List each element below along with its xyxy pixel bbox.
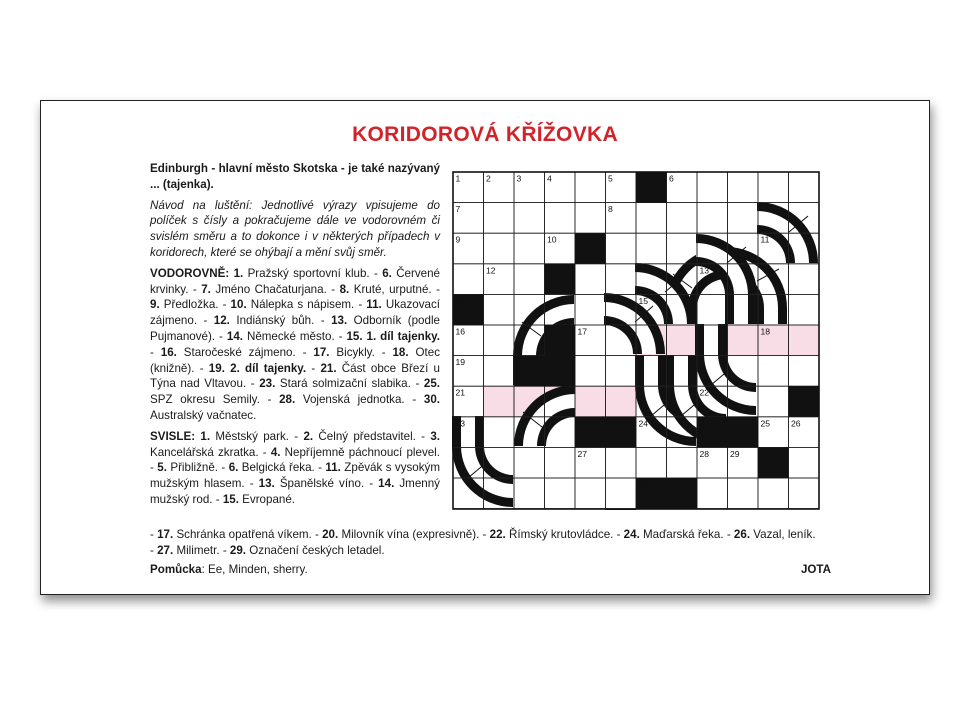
grid-cell[interactable]	[514, 203, 545, 234]
clue-number: 7.	[201, 282, 211, 296]
grid-cell[interactable]	[697, 203, 728, 234]
clue-text: Označení českých letadel.	[246, 543, 385, 557]
secret-cell	[789, 325, 820, 356]
black-cell	[575, 233, 606, 264]
clue-text: Jméno Chačaturjana.	[210, 282, 327, 296]
grid-cell[interactable]	[514, 264, 545, 295]
grid-cell[interactable]	[636, 447, 667, 478]
cell-number: 10	[547, 234, 557, 245]
cell-number: 20	[516, 357, 527, 368]
clue-number: 24.	[623, 528, 640, 541]
secret-cell	[484, 386, 515, 417]
clue-text: Staročeské zájmeno.	[176, 345, 296, 359]
cell-number: 11	[760, 234, 770, 245]
cell-number: 18	[760, 326, 771, 337]
clue-text: Evropané.	[238, 492, 296, 506]
grid-cell[interactable]	[484, 417, 515, 448]
cell-number: 9	[455, 234, 461, 245]
black-cell	[728, 417, 759, 448]
grid-cell[interactable]	[697, 478, 728, 509]
clue-text: Čelný představitel.	[313, 429, 416, 443]
black-cell	[758, 447, 789, 478]
clue-text: Německé město.	[243, 329, 335, 343]
crossword-grid[interactable]	[452, 171, 820, 510]
down-list-wide: - 17. Schránka opatřená víkem. - 20. Milovník vína (expresivně). - 22. Římský krutovládce. - 24. Maďarská řeka. - 26. Vazal, leník. - 27. Milimetr. - 29. Označení českých letadel.	[150, 528, 816, 557]
clue-number: 14.	[378, 477, 395, 491]
clue-text: Přibližně.	[166, 461, 219, 475]
clue-number: 20.	[322, 528, 339, 541]
clue-number: 11.	[325, 461, 341, 475]
grid-cell[interactable]	[575, 203, 606, 234]
black-cell	[606, 417, 637, 448]
author: JOTA	[800, 563, 831, 576]
clue-number: 11.	[366, 298, 382, 312]
clue-number: 19.	[208, 361, 225, 375]
grid-cell[interactable]	[484, 203, 515, 234]
clue-number: 8.	[339, 282, 350, 296]
cell-number: 2	[486, 173, 491, 184]
crossword-card	[40, 100, 930, 595]
cell-number: 19	[455, 357, 466, 368]
clue-number: 9.	[150, 298, 160, 312]
clue-number: 27.	[157, 543, 174, 557]
clue-text: Stará solmizační slabika.	[275, 377, 411, 391]
down-list: 1. Městský park. - 2. Čelný představitel. - 3. Kancelářská zkratka. - 4. Nepříjemně páchnoucí plevel. - 5. Přibližně. - 6. Belgická řeka. - 11. Zpěvák s vysokým mužským hlasem. - 13. Španělské víno. - 14. Jmenný mužský rod. - 15. Evropané.	[150, 429, 441, 506]
grid-cell[interactable]	[636, 203, 667, 234]
clue-text: Španělské víno.	[274, 477, 365, 491]
hint-text: : Ee, Minden, sherry.	[201, 563, 308, 576]
clue-number: 10.	[230, 298, 247, 312]
cell-number: 8	[608, 204, 613, 215]
clue-number: 4.	[270, 445, 281, 459]
secret-cell	[728, 325, 759, 356]
clue-number: 28.	[279, 393, 296, 407]
clue-number: 22.	[489, 528, 506, 541]
cell-number: 23	[455, 418, 466, 429]
clue-text: Předložka.	[159, 298, 219, 312]
clue-number: 1.	[200, 429, 211, 443]
black-cell	[636, 172, 667, 203]
grid-cell[interactable]	[514, 478, 545, 509]
grid-cell[interactable]	[606, 356, 637, 387]
hint	[150, 563, 308, 576]
clue-text: Milimetr.	[173, 543, 220, 557]
grid-cell[interactable]	[575, 478, 606, 509]
clue-number: 15.	[222, 492, 239, 506]
across-clues	[150, 266, 440, 424]
clue-number: 6.	[228, 461, 239, 475]
across-list: 1. Pražský sportovní klub. - 6. Červené krvinky. - 7. Jméno Chačaturjana. - 8. Kruté, urputné. - 9. Předložka. - 10. Nálepka s nápisem. - 11. Ukazovací zájmeno. - 12. Indiánský bůh. - 13. Odborník (podle Pujmanové). - 14. Německé město. - 15. 1. díl tajenky. - 16. Staročeské zájmeno. - 17. Bicykly. - 18. Otec (knižně). - 19. 2. díl tajenky. - 21. Část obce Březí u Týna nad Vltavou. - 23. Stará solmizační slabika. - 25. SPZ okresu Semily. - 28. Vojenská jednotka. - 30. Australský vačnatec.	[150, 266, 441, 422]
grid-cell[interactable]	[545, 447, 576, 478]
grid-cell[interactable]	[789, 264, 820, 295]
grid-cell[interactable]	[728, 478, 759, 509]
grid-cell[interactable]	[758, 478, 789, 509]
cell-number: 12	[486, 265, 496, 276]
grid-cell[interactable]	[575, 356, 606, 387]
cell-number: 5	[608, 173, 613, 184]
hint-label: Pomůcka	[150, 563, 202, 576]
clue-text: Římský krutovládce.	[505, 528, 614, 541]
clue-number: 13.	[331, 314, 348, 328]
clue-text: 1. díl tajenky.	[362, 329, 440, 343]
black-cell	[545, 325, 576, 356]
cell-number: 15	[638, 295, 649, 306]
clue-number: 17.	[157, 528, 174, 541]
cell-number: 13	[699, 265, 710, 276]
grid-cell[interactable]	[606, 233, 637, 264]
clue-text: Zpěvák s vysokým mužským hlasem.	[150, 461, 440, 491]
clue-text: Australský vačnatec.	[150, 408, 257, 422]
grid-cell[interactable]	[789, 294, 820, 325]
clue-text: Odborník (podle Pujmanové).	[150, 314, 440, 343]
clue-number: 15.	[346, 329, 363, 343]
clue-number: 23.	[259, 377, 276, 391]
clue-text: SPZ okresu Semily.	[150, 393, 260, 407]
grid-cell[interactable]	[545, 203, 576, 234]
grid-cell[interactable]	[484, 325, 515, 356]
down-heading: SVISLE:	[150, 429, 196, 443]
cell-number: 27	[577, 448, 588, 459]
clue-text: Ukazovací zájmeno.	[150, 298, 440, 328]
clue-number: 29.	[229, 543, 247, 557]
grid-cell[interactable]	[789, 356, 820, 387]
clue-number: 17.	[313, 345, 330, 359]
secret-cell	[606, 386, 637, 417]
clue-number: 3.	[430, 429, 441, 443]
cell-number: 21	[455, 387, 466, 398]
grid-cell[interactable]	[575, 294, 606, 325]
clue-text: Nálepka s nápisem.	[246, 298, 355, 312]
grid-cell[interactable]	[453, 264, 484, 295]
grid-cell[interactable]	[484, 356, 515, 387]
down-clues	[150, 429, 440, 508]
grid-cell[interactable]	[667, 447, 698, 478]
grid-cell[interactable]	[697, 294, 728, 325]
grid-cell[interactable]	[728, 203, 759, 234]
clue-number: 26.	[733, 528, 751, 541]
black-cell	[575, 417, 606, 448]
grid-cell[interactable]	[606, 478, 637, 509]
instructions: Návod na luštění: Jednotlivé výrazy vpisujeme do políček s čísly a pokračujeme dále ve vodorovném či svislém směru a to dokonce i v některých případech v koridorech, které se ohýbají a mění svůj směr.	[150, 198, 440, 259]
clue-text: Vojenská jednotka.	[295, 393, 405, 407]
cell-number: 1	[455, 173, 461, 184]
black-cell	[545, 264, 576, 295]
grid-cell[interactable]	[728, 172, 759, 203]
clue-text: Část obce Březí u Týna nad Vltavou.	[150, 361, 440, 391]
grid-cell[interactable]	[636, 233, 667, 264]
grid-cell[interactable]	[789, 172, 820, 203]
clue-number: 5.	[157, 461, 167, 475]
clue-text: Maďarská řeka.	[639, 528, 724, 541]
clue-number: 21.	[320, 361, 337, 375]
cell-number: 29	[730, 448, 740, 459]
clue-number: 1.	[233, 266, 244, 280]
black-cell	[545, 356, 576, 387]
black-cell	[789, 386, 820, 417]
cell-number: 24	[638, 418, 649, 429]
clue-number: 25.	[423, 377, 441, 391]
grid-cell[interactable]	[697, 172, 728, 203]
grid-cell[interactable]	[514, 233, 545, 264]
cell-number: 25	[760, 418, 771, 429]
grid-cell[interactable]	[758, 356, 789, 387]
cell-number: 26	[791, 418, 801, 429]
clue-number: 30.	[423, 393, 440, 407]
clue-number: 2.	[303, 429, 314, 443]
grid-cell[interactable]	[514, 447, 545, 478]
clue-number: 13.	[258, 477, 275, 491]
grid-cell[interactable]	[789, 478, 820, 509]
cell-number: 30	[638, 479, 649, 490]
secret-cell	[575, 386, 606, 417]
secret-cell	[667, 325, 698, 356]
cell-number: 4	[547, 173, 552, 184]
clue-text: Kruté, urputné.	[349, 282, 432, 296]
cell-number: 14	[455, 295, 466, 306]
cell-number: 28	[699, 448, 710, 459]
lead-question: Edinburgh - hlavní město Skotska - je také nazývaný ... (tajenka).	[150, 162, 440, 191]
grid-cell[interactable]	[606, 264, 637, 295]
clue-text: 2. díl tajenky.	[224, 361, 307, 375]
grid-cell[interactable]	[575, 264, 606, 295]
clue-number: 14.	[226, 329, 243, 343]
grid-cell[interactable]	[789, 447, 820, 478]
clue-text: Červené krvinky.	[150, 266, 441, 296]
grid-cell[interactable]	[484, 294, 515, 325]
grid-cell[interactable]	[606, 447, 637, 478]
clue-number: 6.	[382, 266, 392, 280]
cell-number: 3	[516, 173, 522, 184]
grid-cell[interactable]	[758, 172, 789, 203]
clue-number: 12.	[213, 314, 230, 328]
clue-text: Jmenný mužský rod.	[150, 477, 440, 506]
cell-number: 17	[577, 326, 588, 337]
cell-number: 7	[455, 204, 461, 215]
clue-text: Milovník vína (expresivně).	[338, 528, 480, 541]
clue-column	[150, 161, 440, 513]
across-heading: VODOROVNĚ:	[150, 266, 230, 280]
grid-cell[interactable]	[484, 233, 515, 264]
puzzle-title: KORIDOROVÁ KŘÍŽOVKA	[352, 123, 618, 146]
grid-cell[interactable]	[575, 172, 606, 203]
clue-text: Vazal, leník.	[750, 528, 816, 541]
clue-number: 16.	[160, 345, 177, 359]
clue-text: Nepříjemně páchnoucí plevel.	[280, 445, 440, 459]
clue-text: Městský park.	[210, 429, 289, 443]
clue-text: Belgická řeka.	[238, 461, 315, 475]
clue-text: Kancelářská zkratka.	[150, 445, 259, 459]
cell-number: 6	[669, 173, 674, 184]
down-clues-continued	[150, 527, 818, 559]
grid-cell[interactable]	[667, 203, 698, 234]
cell-number: 22	[699, 387, 710, 398]
clue-text: Otec (knižně).	[150, 345, 440, 375]
black-cell	[667, 478, 698, 509]
clue-text: Schránka opatřená víkem.	[173, 528, 312, 541]
clue-text: Pražský sportovní klub.	[243, 266, 370, 280]
clue-number: 18.	[392, 345, 409, 359]
clue-text: Bicykly.	[329, 345, 375, 359]
black-cell	[697, 417, 728, 448]
clue-text: Indiánský bůh.	[229, 314, 315, 328]
grid-cell[interactable]	[758, 386, 789, 417]
cell-number: 16	[455, 326, 466, 337]
grid-cell[interactable]	[545, 478, 576, 509]
